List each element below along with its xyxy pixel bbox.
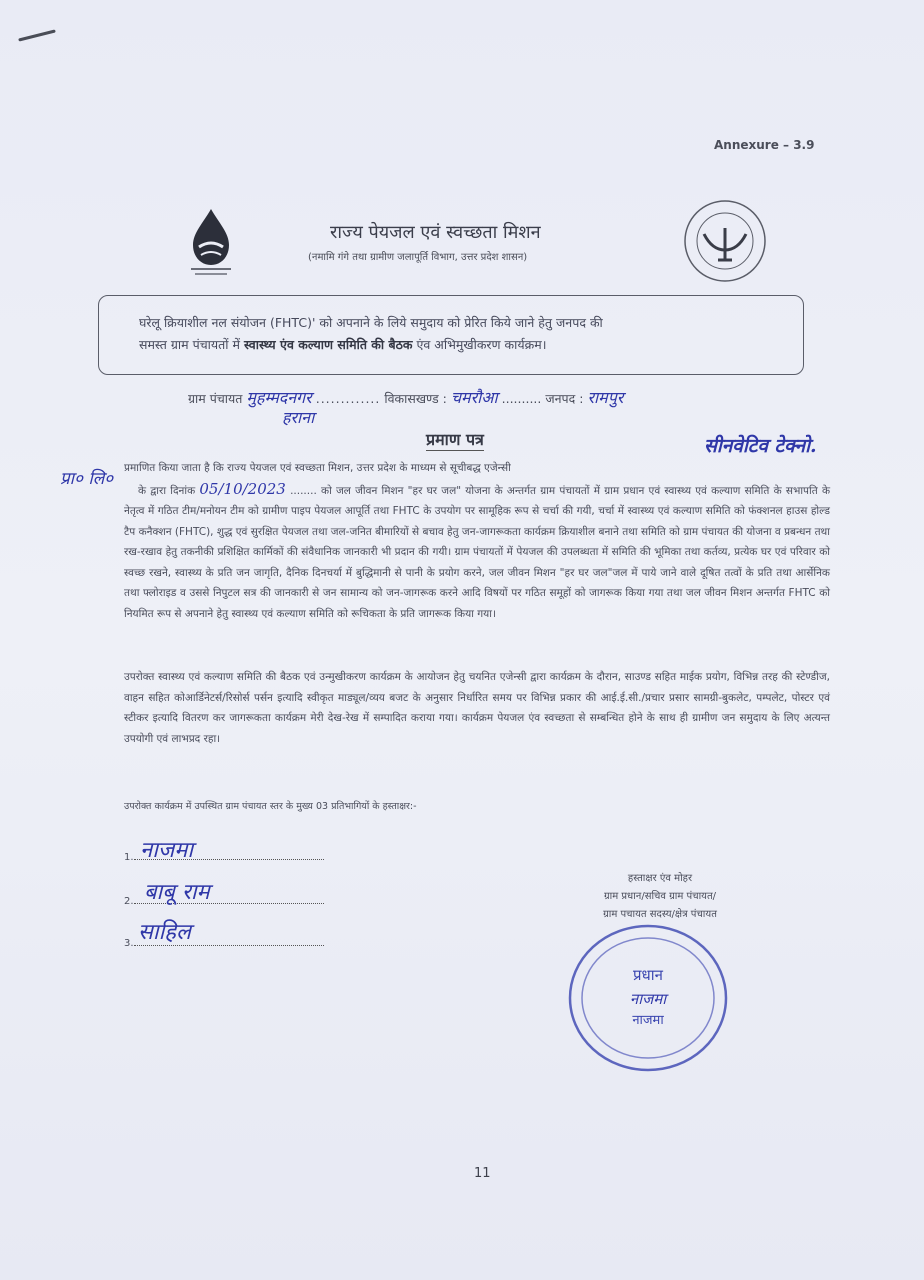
block-value: चमरौआ [450, 388, 498, 407]
gp-label: ग्राम पंचायत [188, 391, 243, 406]
seal-title: प्रधान [633, 966, 663, 984]
agency-handwritten: सीनवेटिव टेक्नो. [704, 435, 817, 457]
seal-name: नाजमा [632, 1013, 664, 1028]
margin-note-handwritten: प्रा० लि० [60, 469, 114, 489]
stamp-caption: हस्ताक्षर एंव मोहर ग्राम प्रधान/सचिव ग्राम पंचायत/ ग्राम पचायत सदस्य/क्षेत्र पंचायत [603, 873, 717, 920]
program-date: 05/10/2023 [199, 479, 286, 498]
gp-value-second-line: हराना [282, 408, 315, 427]
location-row: ग्राम पंचायत मुहम्मदनगर ............. विकासखण्ड : चमरौआ .......... जनपद : रामपुर [188, 388, 624, 407]
signatories-intro: उपरोक्त कार्यक्रम में उपस्थित ग्राम पंचायत स्तर के मुख्य 03 प्रतिभागियों के हस्ताक्षर:- [124, 801, 417, 812]
district-label: जनपद : [545, 391, 584, 406]
water-drop-logo-icon [183, 205, 239, 277]
certificate-paragraph-1: प्रमाणित किया जाता है कि राज्य पेयजल एवं स्वच्छता मिशन, उत्तर प्रदेश के माध्यम से सूचीबद्ध एजेन्सी के द्वारा दिनांक 05/10/2023 ........ को जल जीवन मिशन "हर घर जल" योजना के अन्तर्गत ग्राम पंचायतों में ग्राम प्रधान एवं स्वास्थ्य एवं कल्याण समिति के सभापति के नेतृत्व में गठित टीम/मनोयन टीम को ग्रामीण पाइप पेयजल आपूर्ति तथा FHTC के उपयोग पर सामूहिक रूप से चर्चा की गयी, चर्चा में स्वास्थ्य एवं कल्याण समिति को फंक्शनल हाउस होल्ड टैप कनैक्शन (FHTC), शुद्ध एवं सुरक्षित पेयजल तथा जल-जनित बीमारियों से बचाव हेतु जन-जागरूकता कार्यक्रम क्रियाशील बनाने तथा समिति को ग्राम पंचायत की योजना व प्रबन्धन तथा रख-रखाव हेतु तकनीकी प्रशिक्षित कार्मिकों की संवैधानिक जानकारी भी प्रदान की गयी। ग्राम पंचायतों में पेयजल की उपलब्धता में समिति की भूमिका तथा कर्तव्य, प्रत्येक घर एवं परिवार को स्वच्छ रखने, स्वास्थ्य के प्रति जन जागृति, दैनिक दिनचर्या में बुद्धिमानी से पानी के प्रयोग करने, जल जीवन मिशन "हर घर जल"जल में पाये जाने वाले दूषित तत्वों के प्रति तथा आर्सेनिक तथा फ्लोराइड व उससे निपुटल सत्र की जानकारी से जन सामान्य को जन-जागरूक करने आदि विषयों पर गठित समूहों को जागरूक किया गया तथा जल जीवन मिशन अन्तर्गत FHTC को नियमित रूप से अपनाने हेतु स्वास्थ्य एवं कल्याण समिति को रूचिकता के प्रति जागरूक किया गया। [124, 462, 831, 620]
banner-line-1: घरेलू क्रियाशील नल संयोजन (FHTC)' को अपनाने के लिये समुदाय को प्रेरित किये जाने हेतु जनपद की [139, 315, 603, 330]
gp-value: मुहम्मदनगर [246, 388, 312, 407]
page-subtitle: (नमामि गंगे तथा ग्रामीण जलापूर्ति विभाग, उत्तर प्रदेश शासन) [308, 252, 528, 263]
block-label: विकासखण्ड : [384, 391, 447, 406]
up-government-emblem-icon [682, 198, 768, 284]
banner-bold-text: स्वास्थ्य एंव कल्याण समिति की बैठक [243, 337, 413, 352]
certificate-heading: प्रमाण पत्र [426, 430, 484, 449]
page-number: 11 [474, 1166, 491, 1181]
signatory-name-2: बाबू राम [144, 880, 210, 905]
district-value: रामपुर [587, 388, 624, 407]
banner-line-2: समस्त ग्राम पंचायतों में स्वास्थ्य एंव कल्याण समिति की बैठक एंव अभिमुखीकरण कार्यक्रम। [139, 337, 547, 352]
page-title: राज्य पेयजल एवं स्वच्छता मिशन [330, 222, 541, 243]
signatory-line-3: 3. [124, 938, 324, 949]
seal-signature: नाजमा [629, 990, 667, 1008]
pen-mark [18, 29, 56, 41]
signatory-line-2: 2. [124, 896, 324, 907]
certificate-paragraph-2: उपरोक्त स्वास्थ्य एवं कल्याण समिति की बैठक एवं उन्मुखीकरण कार्यक्रम के आयोजन हेतु चयनित एजेन्सी द्वारा कार्यक्रम के दौरान, साउण्ड सहित माईक प्रयोग, विभिन्न तरह की स्टेण्डीज, वाहन सहित कोआर्डिनेटर्स/रिसोर्स पर्सन इत्यादि स्वीकृत माड्यूल/व्यय बजट के अनुसार निर्धारित समय पर विभिन्न प्रकार की आई.ई.सी./प्रचार प्रसार सामग्री-बुकलेट, पम्पलेट, पोस्टर एवं स्टीकर इत्यादि वितरण कर जागरूकता कार्यक्रम मेरी देख-रेख में सम्पादित कराया गया। कार्यक्रम पेयजल एंव स्वच्छता से सम्बन्धित होने के साथ ही ग्रामीण जन समुदाय के लिए अत्यन्त उपयोगी एवं लाभप्रद रहा। [124, 671, 830, 745]
signatory-line-1: 1. [124, 852, 324, 863]
program-banner [98, 295, 804, 375]
signatory-name-1: नाजमा [140, 838, 194, 863]
annexure-label: Annexure – 3.9 [714, 138, 815, 152]
pradhan-seal-icon [566, 922, 730, 1074]
signatory-name-3: साहिल [138, 920, 191, 945]
